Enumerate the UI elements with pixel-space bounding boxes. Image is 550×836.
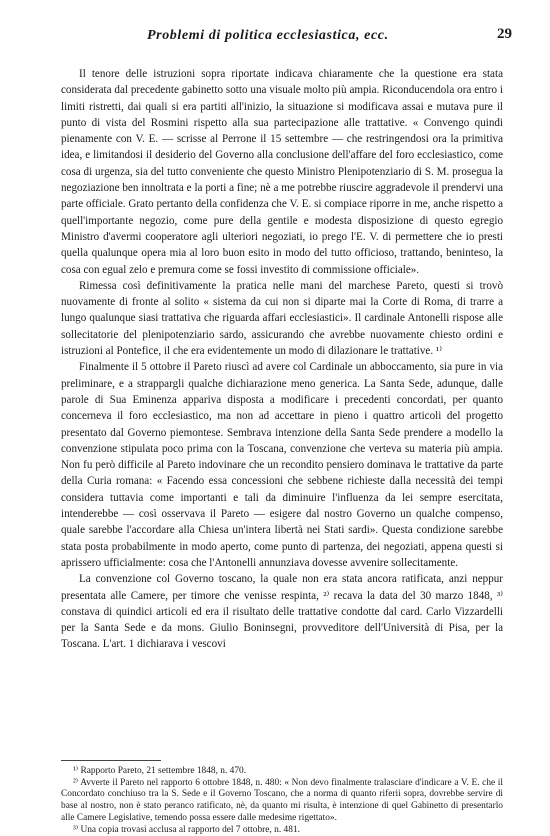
footnote: ²⁾ Avverte il Pareto nel rapporto 6 ottobre 1848, n. 480: « Non devo finalmente tralasciare d'indicare a V. E. che il Concordato conchiuso tra la S. Sede e il Governo Toscano, che a norma di quanto riferii sopra, dovrebbe servire di base al nostro, non è stato peranco ratificato, nè, da quanto mi risulta, è intenzione di quel Gabinetto di presentarlo alle Camere Legislative, temendo possa essere dalle medesime rigettato». xyxy=(61,777,503,823)
footnote: ³⁾ Una copia trovasi acclusa al rapporto del 7 ottobre, n. 481. xyxy=(73,824,300,835)
footnote: ¹⁾ Rapporto Pareto, 21 settembre 1848, n. 470. xyxy=(73,766,247,776)
page-header xyxy=(0,0,550,48)
paragraph: La convenzione col Governo toscano, la quale non era stata ancora ratificata, anzi neppur presentata alle Camere, per timore che venisse respinta, ²⁾ recava la data del 30 marzo 1848, ³⁾ constava di quindici articoli ed era il risultato delle trattative condotte dal card. Carlo Vizzardelli per la Santa Sede e da mons. Giulio Boninsegni, provveditore dell'Università di Pisa, per la Toscana. L'art. 1 dichiarava i vescovi xyxy=(61,573,503,651)
paragraph: Rimessa così definitivamente la pratica nelle mani del marchese Pareto, questi si trovò nuovamente di fronte al solito « sistema da cui non si diparte mai la Corte di Roma, di trarre a lungo qualunque siasi trattativa che riguarda affari ecclesiastici». Il cardinale Antonelli rispose alle sollecitatorie del plenipotenziario sardo, assicurando che avrebbe nuovamente chiesto ordini e istruzioni al Pontefice, il che era evidentemente un modo di dilazionare le trattative. ¹⁾ xyxy=(61,279,503,358)
page-number: 29 xyxy=(497,26,512,42)
running-title: Problemi di politica ecclesiastica, ecc. xyxy=(147,28,389,43)
body-text xyxy=(61,66,503,653)
footnote-separator xyxy=(61,760,161,761)
paragraph: Finalmente il 5 ottobre il Pareto riuscì ad avere col Cardinale un abboccamento, sia pure in via preliminare, e a strappargli qualche dichiarazione meno generica. La Santa Sede, adunque, dalle parole di Sua Eminenza appariva disposta a modificare i precedenti concordati, per quanto concerneva il foro ecclesiastico, ma non ad accettare in pieno i quattro articoli del progetto presentato dal Governo piemontese. Sembrava intenzione della Santa Sede prendere a modello la convenzione stipulata poco prima con la Toscana, convenzione che verteva su materia più ampia. Non fu però difficile al Pareto indovinare che un recondito pensiero dominava le trattative da parte della Curia romana: « Facendo essa concessioni che sebbene richieste dalla necessità dei tempi considera tuttavia come importanti e tali da diminuire l'influenza da lei sempre esercitata, intenderebbe — così osservava il Pareto — esigere dal nostro Governo un qualche compenso, quale sarebbe l'accordare alla Chiesa un'intera libertà nei Stati sardi». Questa condizione sarebbe stata posta probabilmente in modo aperto, come punto di partenza, dei negoziati, appena questi si aprissero ufficialmente: cosa che l'Antonelli annunziava dovesse avvenire sollecitamente. xyxy=(61,361,503,569)
paragraph: Il tenore delle istruzioni sopra riportate indicava chiaramente che la questione era stata considerata dal precedente gabinetto sotto una visuale molto più ampia. Riconducendola ora entro i limiti ristretti, dai quali si era partiti all'inizio, la situazione si modificava assai e mutava pure il punto di vista del Rosmini rispetto alla sua partecipazione alle trattative. « Convengo quindi pienamente con V. E. — scrisse al Perrone il 15 settembre — che restringendosi ora la primitiva idea, e limitandosi il desiderio del Governo alla conclusione dell'affare del foro ecclesiastico, come cosa di urgenza, sia del tutto conveniente che questo Ministro Plenipotenziario di S. M. prosegua la negoziazione ben innoltrata e la porti a fine; nè a me potrebbe riuscire aggradevole il prendervi una parte officiale. Grato pertanto della confidenza che V. E. si compiace riporre in me, anche rispetto a quell'importante negozio, come pure della gentile e modesta disposizione di questo egregio Ministro d'avermi cooperatore agli ulteriori negoziati, io prego l'E. V. di permettere che io presti quella qualunque opera mia al loro buon esito in modo del tutto officioso, trattando, beninteso, la cosa con egual zelo e premura come se fossi investito di commissione officiale». xyxy=(61,68,503,276)
